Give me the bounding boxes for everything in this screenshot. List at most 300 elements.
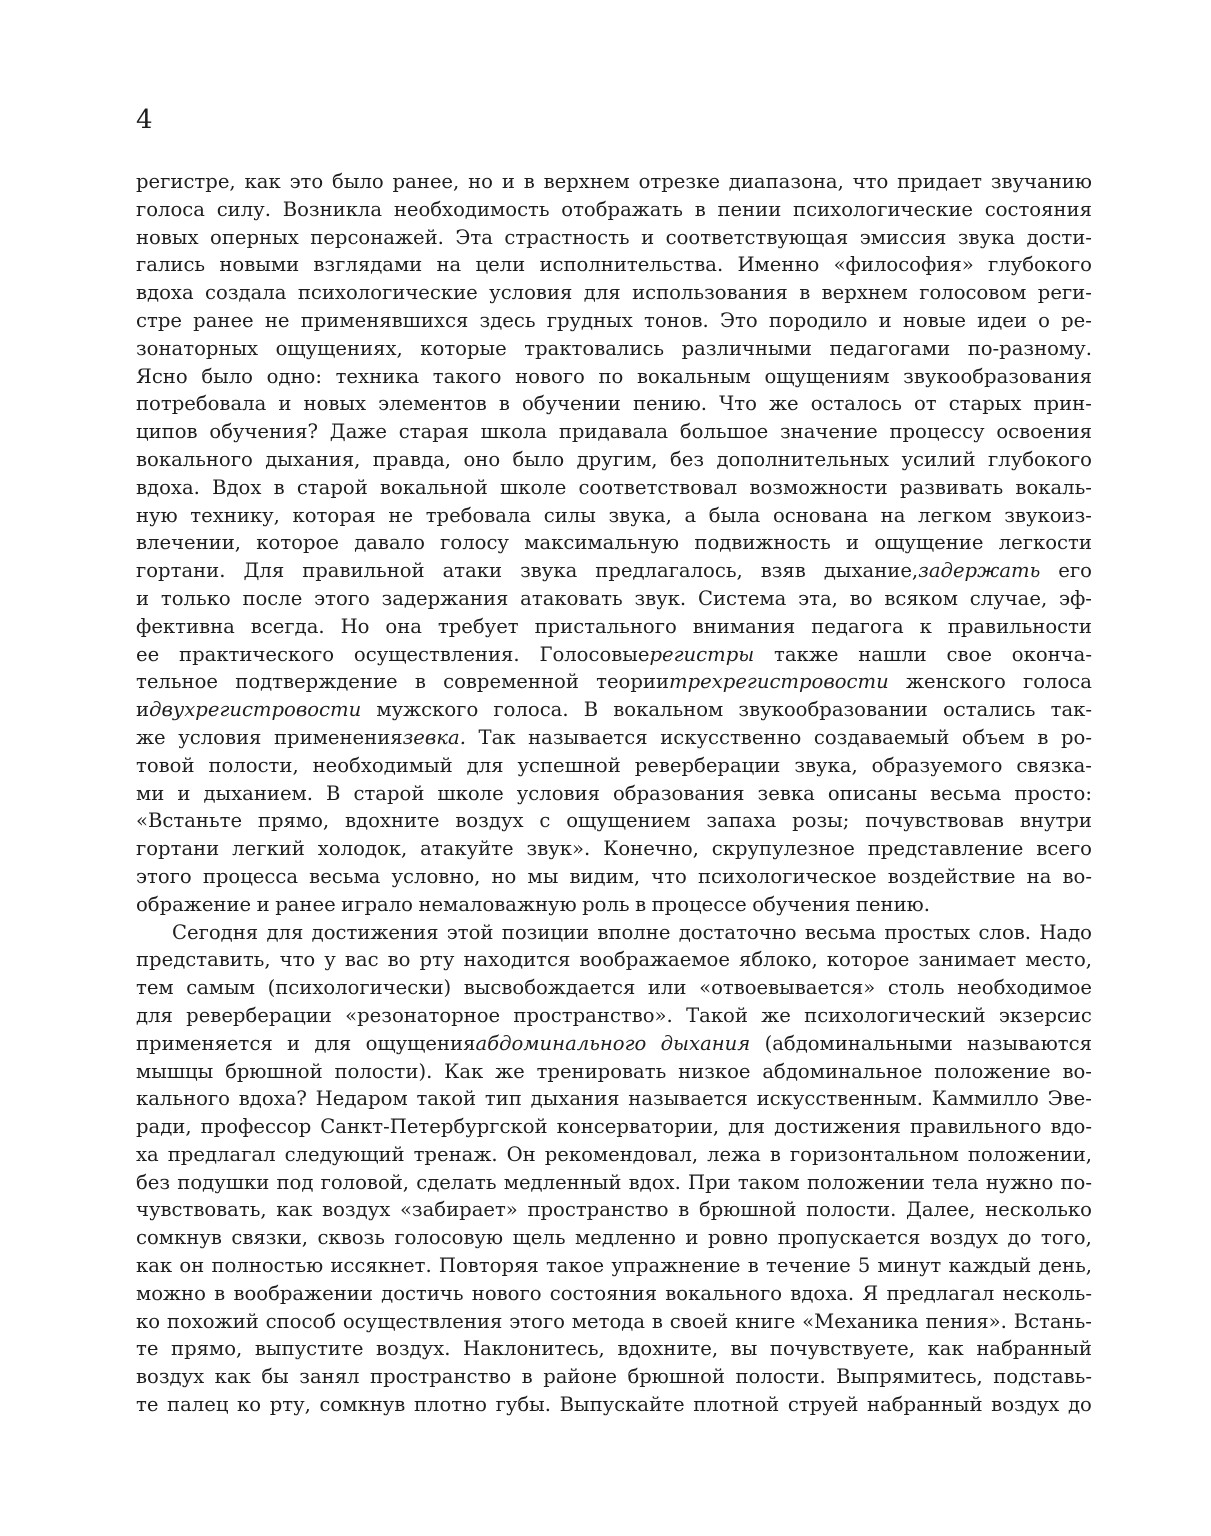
word: здесь — [479, 308, 536, 332]
word: запаха — [706, 809, 777, 833]
word: называются — [967, 1031, 1092, 1055]
word: такой — [416, 1087, 477, 1111]
word: звука — [520, 559, 578, 583]
word: ощущенияабдоминального — [365, 1031, 647, 1055]
word: В — [326, 781, 341, 805]
word: метода — [571, 1309, 645, 1333]
word: в — [635, 892, 647, 916]
word: процессе — [651, 892, 747, 916]
word: позиции — [501, 920, 590, 944]
text-line — [136, 1058, 1092, 1086]
word: тела — [932, 1170, 979, 1194]
word: после — [242, 586, 303, 610]
word: можно — [136, 1281, 206, 1305]
word: как — [214, 1365, 251, 1389]
word: Но — [340, 614, 370, 638]
word: которые — [420, 336, 507, 360]
word: Встань- — [1013, 1309, 1092, 1333]
word: глубокого — [988, 447, 1092, 471]
word: тип — [484, 1087, 522, 1111]
word: вдоха. — [136, 475, 200, 499]
word: прямо, — [257, 809, 330, 833]
text-line — [136, 251, 1092, 279]
word: просто: — [1014, 781, 1092, 805]
word: процессу — [889, 420, 985, 444]
word: Голосовыерегистры — [539, 642, 755, 666]
word: Эве- — [1047, 1087, 1092, 1111]
word: голосовую — [394, 1226, 504, 1250]
word: представление — [867, 837, 1024, 861]
word: звукообразования — [903, 364, 1092, 388]
word: использования — [632, 281, 788, 305]
word: Система — [697, 586, 787, 610]
word: Далее, — [905, 1198, 976, 1222]
word: от — [913, 392, 937, 416]
word: представить, — [136, 948, 271, 972]
word: или — [647, 976, 687, 1000]
word: в — [498, 392, 510, 416]
word: в — [521, 1365, 533, 1389]
word: во- — [1062, 1059, 1092, 1083]
word: же — [768, 392, 799, 416]
word: рекомендовал, — [544, 1142, 699, 1166]
word: идеи — [977, 308, 1027, 332]
word: на — [1026, 864, 1052, 888]
word: объем — [961, 725, 1025, 749]
word: звукоиз- — [1004, 503, 1092, 527]
word: называется — [528, 725, 648, 749]
word: Конечно, — [603, 837, 699, 861]
word: предлагал — [167, 1142, 276, 1166]
word: соответствующая — [665, 225, 849, 249]
word: развивать — [899, 475, 1004, 499]
word: дыхания, — [265, 447, 361, 471]
text-line — [136, 891, 1092, 919]
word: образуемого — [871, 753, 1003, 777]
word: всяком — [884, 586, 958, 610]
word: атакуйте — [420, 837, 514, 861]
word: придавала — [558, 420, 669, 444]
word: дыханием. — [203, 781, 314, 805]
word: персонажей. — [310, 225, 444, 249]
word: те — [136, 1393, 159, 1417]
word: а — [684, 503, 697, 527]
word: книге — [735, 1309, 796, 1333]
word: правильности — [947, 614, 1092, 638]
word: отображать — [561, 197, 683, 221]
word: внимания — [692, 614, 796, 638]
word: была — [708, 503, 761, 527]
word: воображаемое — [579, 948, 730, 972]
word: тельное — [136, 670, 219, 694]
word: занял — [299, 1365, 360, 1389]
page-number: 4 — [136, 105, 153, 135]
word: как — [136, 1254, 173, 1278]
word: следующий — [284, 1142, 405, 1166]
word: Повторяя — [438, 1254, 539, 1278]
word: ради, — [136, 1115, 192, 1139]
word: атаковать — [520, 586, 623, 610]
word: вдоха — [136, 281, 194, 305]
word: вдоха. — [790, 1281, 855, 1305]
text-line — [136, 946, 1092, 974]
word: достичь — [381, 1281, 464, 1305]
word: задержания — [381, 586, 509, 610]
word: стре — [136, 308, 182, 332]
word: 5 — [857, 1254, 871, 1278]
word: зонаторных — [136, 336, 259, 360]
word: отрезке — [638, 170, 720, 193]
word: не — [264, 308, 290, 332]
word: пропускается — [777, 1226, 921, 1250]
word: Такой — [686, 1003, 748, 1027]
word: называется — [628, 1087, 748, 1111]
word: (психологически) — [267, 976, 452, 1000]
word: же — [136, 725, 166, 749]
word: Возникла — [282, 197, 383, 221]
word: этого — [136, 864, 192, 888]
word: бы — [261, 1365, 289, 1389]
word: верхнем — [821, 281, 908, 305]
word: Это — [720, 308, 758, 332]
word: рту — [419, 948, 455, 972]
text-line — [136, 168, 1092, 196]
word: «резонаторное — [345, 1003, 501, 1027]
text-line — [136, 1141, 1092, 1169]
word: При — [688, 1170, 731, 1194]
word: максимальную — [524, 531, 680, 555]
word: женского — [905, 670, 1006, 694]
word: силу. — [216, 197, 271, 221]
word: пении — [717, 197, 782, 221]
word: что — [279, 948, 316, 972]
word: чувствовать, — [136, 1198, 267, 1222]
word: которая — [292, 503, 376, 527]
word: образования — [613, 781, 745, 805]
word: необходимое — [957, 976, 1092, 1000]
word: подтверждение — [235, 670, 398, 694]
text-line — [136, 1391, 1092, 1419]
word: Даже — [329, 420, 387, 444]
word: выпустите — [254, 1337, 364, 1361]
word: консерватории, — [556, 1115, 720, 1139]
word: пристального — [534, 614, 677, 638]
word: иссякнет. — [330, 1254, 432, 1278]
word: того, — [1040, 1226, 1092, 1250]
word: которое — [826, 948, 910, 972]
word: вдоха? — [238, 1087, 307, 1111]
word: эмиссия — [859, 225, 947, 249]
word: во- — [1062, 864, 1092, 888]
word: зевка — [757, 781, 815, 805]
word: головой, — [320, 1170, 410, 1194]
word: роль — [582, 892, 630, 916]
word: ми — [136, 781, 165, 805]
word: так- — [1050, 698, 1092, 722]
word: взяв — [760, 559, 806, 583]
word: минут — [877, 1254, 942, 1278]
word: занимает — [918, 948, 1017, 972]
word: мужского — [376, 698, 479, 722]
word: плотной — [693, 1393, 780, 1417]
word: свое — [946, 642, 992, 666]
text-line — [136, 974, 1092, 1002]
word: Так — [478, 725, 516, 749]
word: остались — [943, 698, 1036, 722]
word: пространство — [527, 1198, 669, 1222]
word: для — [136, 1003, 173, 1027]
word: в — [799, 281, 811, 305]
text-line — [136, 363, 1092, 391]
word: до — [1067, 1393, 1092, 1417]
word: применениязевка. — [273, 725, 466, 749]
word: было — [512, 447, 565, 471]
word: достижения — [311, 920, 439, 944]
text-line — [136, 1169, 1092, 1197]
word: находится — [463, 948, 571, 972]
text-line — [136, 1030, 1092, 1058]
word: и — [136, 586, 150, 610]
word: такого — [432, 364, 502, 388]
word: и — [685, 1226, 699, 1250]
text-line — [136, 307, 1092, 335]
word: большое — [679, 420, 769, 444]
word: реверберации — [186, 1003, 332, 1027]
word: ко — [136, 1309, 161, 1333]
text-line — [136, 807, 1092, 835]
word: условия — [489, 281, 573, 305]
word: состояния — [549, 1281, 657, 1305]
word: грудных — [546, 308, 633, 332]
word: новые — [902, 308, 966, 332]
text-line — [136, 390, 1092, 418]
text-line — [136, 557, 1092, 585]
word: яблоко, — [739, 948, 818, 972]
word: оно — [463, 447, 501, 471]
word: простых — [884, 920, 971, 944]
word: «забирает» — [399, 1198, 518, 1222]
word: в — [678, 1198, 690, 1222]
word: ранее, — [392, 170, 460, 193]
word: место, — [1025, 948, 1092, 972]
word: подушки — [177, 1170, 270, 1194]
text-line — [136, 224, 1092, 252]
word: течение — [765, 1254, 851, 1278]
word: предлагал — [886, 1281, 995, 1305]
word: создала — [205, 281, 287, 305]
word: полости, — [208, 753, 299, 777]
text-line — [136, 1280, 1092, 1308]
word: для — [266, 920, 304, 944]
text-line — [136, 863, 1092, 891]
word: набранный — [976, 1337, 1092, 1361]
word: ха — [136, 1142, 159, 1166]
word: ровно — [707, 1226, 769, 1250]
word: глубокого — [987, 253, 1092, 277]
word: полости). — [334, 1059, 433, 1083]
word: до — [1007, 1226, 1032, 1250]
word: освоения — [996, 420, 1092, 444]
word: новых — [136, 225, 199, 249]
word: легкости — [998, 531, 1092, 555]
word: звук. — [634, 586, 687, 610]
word: воздух — [929, 1226, 999, 1250]
word: скрупулезное — [711, 837, 855, 861]
word: в — [273, 475, 285, 499]
word: звукообразовании — [738, 698, 928, 722]
word: звука, — [794, 753, 858, 777]
word: необходимый — [312, 753, 453, 777]
word: во — [387, 948, 411, 972]
word: старая — [398, 420, 469, 444]
word: в — [694, 197, 706, 221]
word: тем — [136, 976, 174, 1000]
word: в — [747, 1254, 759, 1278]
word: абдоминальное — [762, 1059, 923, 1083]
word: «Механика — [802, 1309, 919, 1333]
word: влечении, — [136, 531, 242, 555]
word: трактовались — [524, 336, 665, 360]
word: также — [774, 642, 839, 666]
word: эта, — [798, 586, 838, 610]
word: способ — [265, 1309, 337, 1333]
word: искусственным. — [756, 1087, 923, 1111]
word: психологический — [804, 1003, 986, 1027]
word: было — [201, 364, 253, 388]
word: вдохните — [345, 809, 440, 833]
word: экзерсис — [998, 1003, 1092, 1027]
word: техника — [335, 364, 420, 388]
word: требовала — [425, 503, 532, 527]
word: вдо- — [1050, 1115, 1092, 1139]
text-line — [136, 1335, 1092, 1363]
text-line — [136, 752, 1092, 780]
word: щель — [512, 1226, 566, 1250]
word: губы. — [495, 1393, 551, 1417]
word: дополнительных — [716, 447, 890, 471]
word: требует — [437, 614, 519, 638]
word: ранее — [275, 892, 336, 916]
word: набранный — [867, 1393, 983, 1417]
word: несколько — [985, 1198, 1092, 1222]
word: было — [332, 170, 384, 193]
word: дыхания — [530, 1087, 620, 1111]
text-line — [136, 1224, 1092, 1252]
word: вокаль- — [1015, 475, 1092, 499]
word: это — [289, 170, 324, 193]
word: для — [728, 1115, 766, 1139]
word: потребовала — [136, 392, 267, 416]
word: этой — [446, 920, 494, 944]
word: Каммилло — [931, 1087, 1039, 1111]
word: регистре, — [136, 170, 236, 193]
word: мышцы — [136, 1059, 214, 1083]
word: полностью — [211, 1254, 324, 1278]
word: тонов. — [644, 308, 709, 332]
word: нового — [471, 1281, 542, 1305]
word: вполне — [597, 920, 671, 944]
word: но — [491, 864, 517, 888]
word: верхнем — [543, 170, 630, 193]
word: связки, — [231, 1226, 308, 1250]
word: ощущениям — [764, 364, 890, 388]
word: правильной — [302, 559, 425, 583]
word: положении — [806, 1170, 925, 1194]
text-line — [136, 696, 1092, 724]
word: исполнительства. — [539, 253, 724, 277]
word: без — [136, 1170, 171, 1194]
word: Выпускайте — [559, 1393, 685, 1417]
word: и — [177, 781, 191, 805]
word: элементов — [378, 392, 487, 416]
word: различными — [681, 336, 812, 360]
word: этого — [314, 586, 370, 610]
word: голосу — [440, 531, 509, 555]
word: Эта — [455, 225, 493, 249]
word: страстность — [504, 225, 630, 249]
word: давало — [354, 531, 425, 555]
word: своей — [669, 1309, 729, 1333]
word: гортани — [136, 837, 220, 861]
word: вокального — [665, 1281, 783, 1305]
word: реги- — [1037, 281, 1092, 305]
word: вы — [730, 1337, 758, 1361]
word: психологическое — [697, 864, 877, 888]
word: брюшной — [698, 1198, 797, 1222]
word: воздух — [991, 1393, 1060, 1417]
word: в — [651, 1309, 663, 1333]
word: горизонтальном — [789, 1142, 959, 1166]
word: брюшной — [225, 1059, 323, 1083]
word: ро- — [1060, 725, 1092, 749]
word: Он — [506, 1142, 536, 1166]
word: розы; — [792, 809, 850, 833]
text-line — [136, 835, 1092, 863]
word: осуществления. — [353, 642, 520, 666]
word: столь — [887, 976, 945, 1000]
word: профессор — [200, 1115, 312, 1139]
word: теориитрехрегистровости — [596, 670, 889, 694]
word: прямо, — [171, 1337, 243, 1361]
word: по — [598, 364, 624, 388]
word: вдох. — [628, 1170, 681, 1194]
word: сквозь — [317, 1226, 385, 1250]
word: что — [651, 864, 687, 888]
word: рту, — [269, 1393, 311, 1417]
word: осуществления — [342, 1309, 503, 1333]
text-line — [136, 446, 1092, 474]
word: же — [761, 1003, 791, 1027]
word: случае, — [969, 586, 1048, 610]
word: пению. — [855, 892, 930, 916]
word: вокальным — [637, 364, 751, 388]
word: лежа — [707, 1142, 761, 1166]
word: Вдох — [212, 475, 262, 499]
word: почувствовав — [865, 809, 1004, 833]
word: технику, — [190, 503, 280, 527]
word: подвижность — [694, 531, 831, 555]
word: как — [927, 1337, 964, 1361]
word: сомкнув — [319, 1393, 406, 1417]
word: звука — [957, 225, 1016, 249]
word: для — [466, 753, 504, 777]
word: «философия» — [833, 253, 974, 277]
word: Именно — [737, 253, 820, 277]
word: внутри — [1019, 809, 1092, 833]
word: вокальном — [613, 698, 724, 722]
word: тренировать — [536, 1059, 667, 1083]
word: педагога — [811, 614, 904, 638]
